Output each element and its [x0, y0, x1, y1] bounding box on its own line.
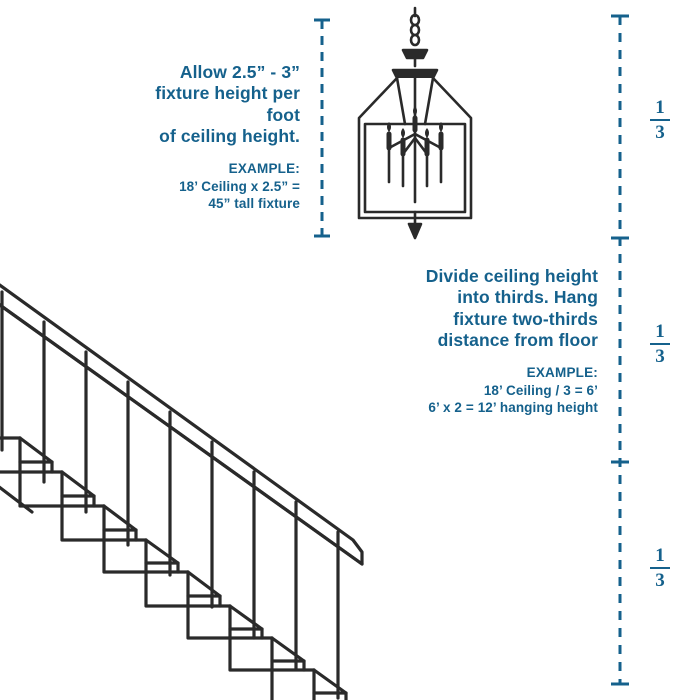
callout-hanging-height-example-line-1: 6’ x 2 = 12’ hanging height — [428, 400, 598, 416]
fraction-top-third-bar — [650, 119, 670, 121]
callout-fixture-height-line-1: fixture height per foot — [155, 83, 300, 125]
fraction-middle-third-denominator: 3 — [655, 346, 665, 367]
vertical-dashed-thirds-line — [610, 14, 630, 686]
vertical-dashed-measure-line — [313, 18, 331, 238]
callout-hanging-height-line-1: into thirds. Hang — [457, 287, 598, 308]
callout-fixture-height-example-line-0: 18’ Ceiling x 2.5” = — [179, 178, 300, 194]
callout-hanging-height-line-3: distance from floor — [437, 330, 598, 351]
fraction-top-third — [650, 98, 670, 142]
fraction-top-third-numerator: 1 — [655, 97, 665, 118]
fraction-middle-third — [650, 322, 670, 366]
fraction-bottom-third-numerator: 1 — [655, 545, 665, 566]
callout-hanging-height-line-0: Divide ceiling height — [425, 266, 598, 286]
callout-hanging-height — [380, 266, 598, 417]
fraction-middle-third-bar — [650, 343, 670, 345]
fraction-bottom-third — [650, 546, 670, 590]
callout-fixture-height-example-line-1: 45” tall fixture — [208, 196, 300, 212]
callout-hanging-height-example-line-0: 18’ Ceiling / 3 = 6’ — [483, 382, 598, 398]
callout-fixture-height-line-0: Allow 2.5” - 3” — [179, 62, 300, 82]
fraction-bottom-third-bar — [650, 567, 670, 569]
callout-fixture-height-line-2: of ceiling height. — [159, 126, 300, 147]
callout-hanging-height-example-label: EXAMPLE: — [526, 365, 598, 381]
callout-fixture-height — [140, 62, 300, 213]
fraction-middle-third-numerator: 1 — [655, 321, 665, 342]
chandelier-icon — [315, 6, 515, 246]
callout-hanging-height-line-2: fixture two-thirds — [453, 308, 598, 329]
fraction-bottom-third-denominator: 3 — [655, 570, 665, 591]
callout-fixture-height-example-label: EXAMPLE: — [228, 161, 300, 177]
fraction-top-third-denominator: 3 — [655, 122, 665, 143]
